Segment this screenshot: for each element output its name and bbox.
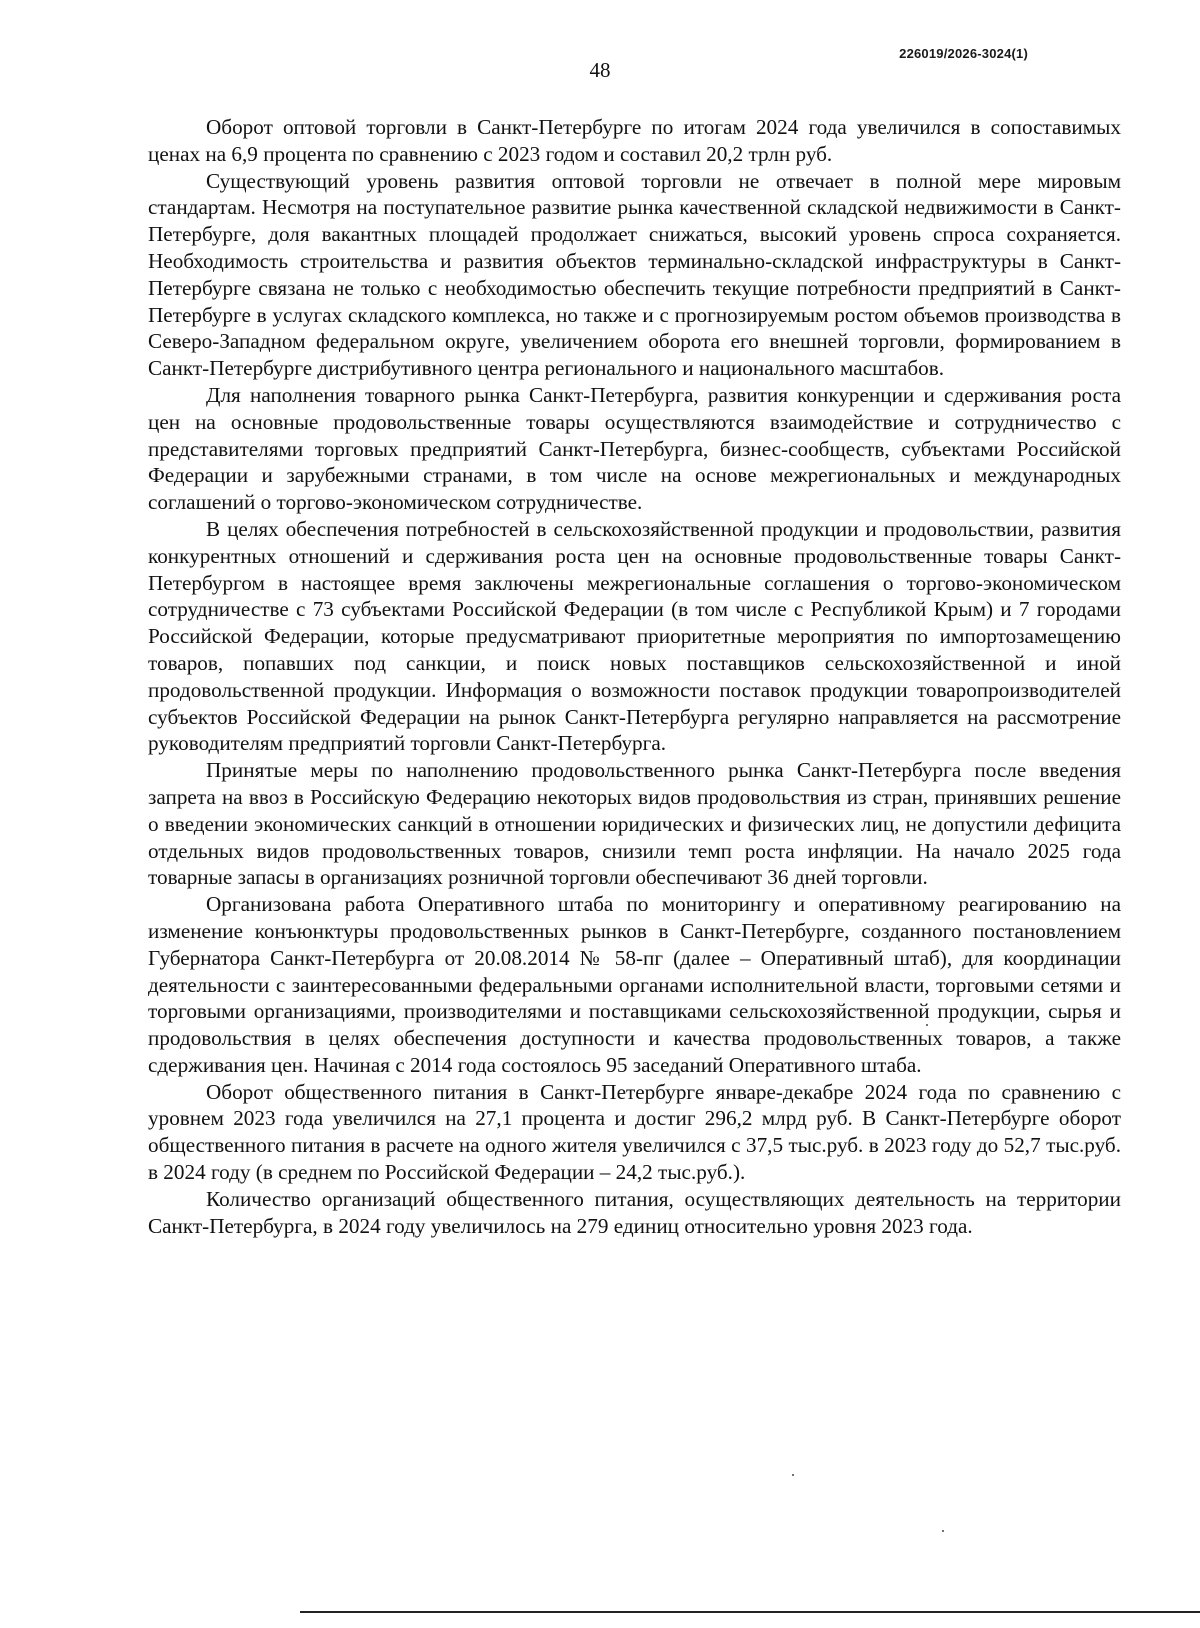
scan-speck bbox=[792, 1474, 794, 1476]
paragraph-operational-headquarters: Организована работа Оперативного штаба по мониторингу и оперативному реагированию на изменение конъюнктуры продовольственных рынков в Санкт-Петербурге, созданного постановлением Губернатора Санкт-Петербурга от 20.08.2014 № 58-пг (далее – Оперативный штаб), для координации деятельности с заинтересованными федеральными органами исполнительной власти, торговыми сетями и торговыми организациями, производителями и поставщиками сельскохозяйственной продукции, сырья и продовольствия в целях обеспечения доступности и качества продовольственных товаров, а также сдерживания цен. Начиная с 2014 года состоялось 95 заседаний Оперативного штаба. bbox=[148, 892, 1121, 1077]
paragraph-food-market-measures: Принятые меры по наполнению продовольственного рынка Санкт-Петербурга после введения запрета на ввоз в Российскую Федерацию некоторых видов продовольствия из стран, принявших решение о введении экономических санкций в отношении юридических и физических лиц, не допустили дефицита отдельных видов продовольственных товаров, снизили темп роста инфляции. На начало 2025 года товарные запасы в организациях розничной торговли обеспечивают 36 дней торговли. bbox=[148, 758, 1121, 890]
scan-speck bbox=[942, 1530, 944, 1532]
paragraph-catering-turnover: Оборот общественного питания в Санкт-Петербурге январе-декабре 2024 года по сравнению с уровнем 2023 года увеличился на 27,1 процента и достиг 296,2 млрд руб. В Санкт-Петербурге оборот общественного питания в расчете на одного жителя увеличился с 37,5 тыс.руб. в 2023 году до 52,7 тыс.руб. в 2024 году (в среднем по Российской Федерации – 24,2 тыс.руб.). bbox=[148, 1079, 1121, 1185]
paragraph-warehouse-infrastructure: Существующий уровень развития оптовой торговли не отвечает в полной мере мировым стандартам. Несмотря на поступательное развитие рынка качественной складской недвижимости в Санкт-Петербурге, доля вакантных площадей продолжает снижаться, высокий уровень спроса сохраняется. Необходимость строительства и развития объектов терминально-складской инфраструктуры в Санкт-Петербурге связана не только с необходимостью обеспечить текущие потребности предприятий в Санкт-Петербурге в услугах складского комплекса, но также и с прогнозируемым ростом объемов производства в Северо-Западном федеральном округе, увеличением оборота его внешней торговли, формированием в Санкт-Петербурге дистрибутивного центра регионального и национального масштабов. bbox=[148, 168, 1121, 381]
paragraph-market-cooperation: Для наполнения товарного рынка Санкт-Петербурга, развития конкуренции и сдерживания роста цен на основные продовольственные товары осуществляются взаимодействие и сотрудничество с представителями торговых предприятий Санкт-Петербурга, бизнес-сообществ, субъектами Российской Федерации и зарубежными странами, в том числе на основе межрегиональных и международных соглашений о торгово-экономическом сотрудничестве. bbox=[148, 382, 1121, 515]
paragraph-wholesale-turnover: Оборот оптовой торговли в Санкт-Петербурге по итогам 2024 года увеличился в сопоставимых ценах на 6,9 процента по сравнению с 2023 годом и составил 20,2 трлн руб. bbox=[148, 115, 1121, 166]
document-id: 226019/2026-3024(1) bbox=[899, 46, 1028, 61]
paragraph-interregional-agreements: В целях обеспечения потребностей в сельскохозяйственной продукции и продовольствии, развития конкурентных отношений и сдерживания роста цен на основные продовольственные товары Санкт-Петербургом в настоящее время заключены межрегиональные соглашения о торгово-экономическом сотрудничестве с 73 субъектами Российской Федерации (в том числе с Республикой Крым) и 7 городами Российской Федерации, которые предусматривают приоритетные мероприятия по импортозамещению товаров, попавших под санкции, и поиск новых поставщиков сельскохозяйственной и иной продовольственной продукции. Информация о возможности поставок продукции товаропроизводителей субъектов Российской Федерации на рынок Санкт-Петербурга регулярно направляется на рассмотрение руководителям предприятий торговли Санкт-Петербурга. bbox=[148, 516, 1121, 756]
scan-edge-line bbox=[300, 1611, 1200, 1613]
page-number: 48 bbox=[589, 58, 611, 82]
document-body bbox=[148, 114, 1121, 1239]
scan-speck bbox=[926, 1024, 928, 1026]
paragraph-catering-organizations: Количество организаций общественного питания, осуществляющих деятельность на территории Санкт-Петербурга, в 2024 году увеличилось на 279 единиц относительно уровня 2023 года. bbox=[148, 1186, 1121, 1238]
